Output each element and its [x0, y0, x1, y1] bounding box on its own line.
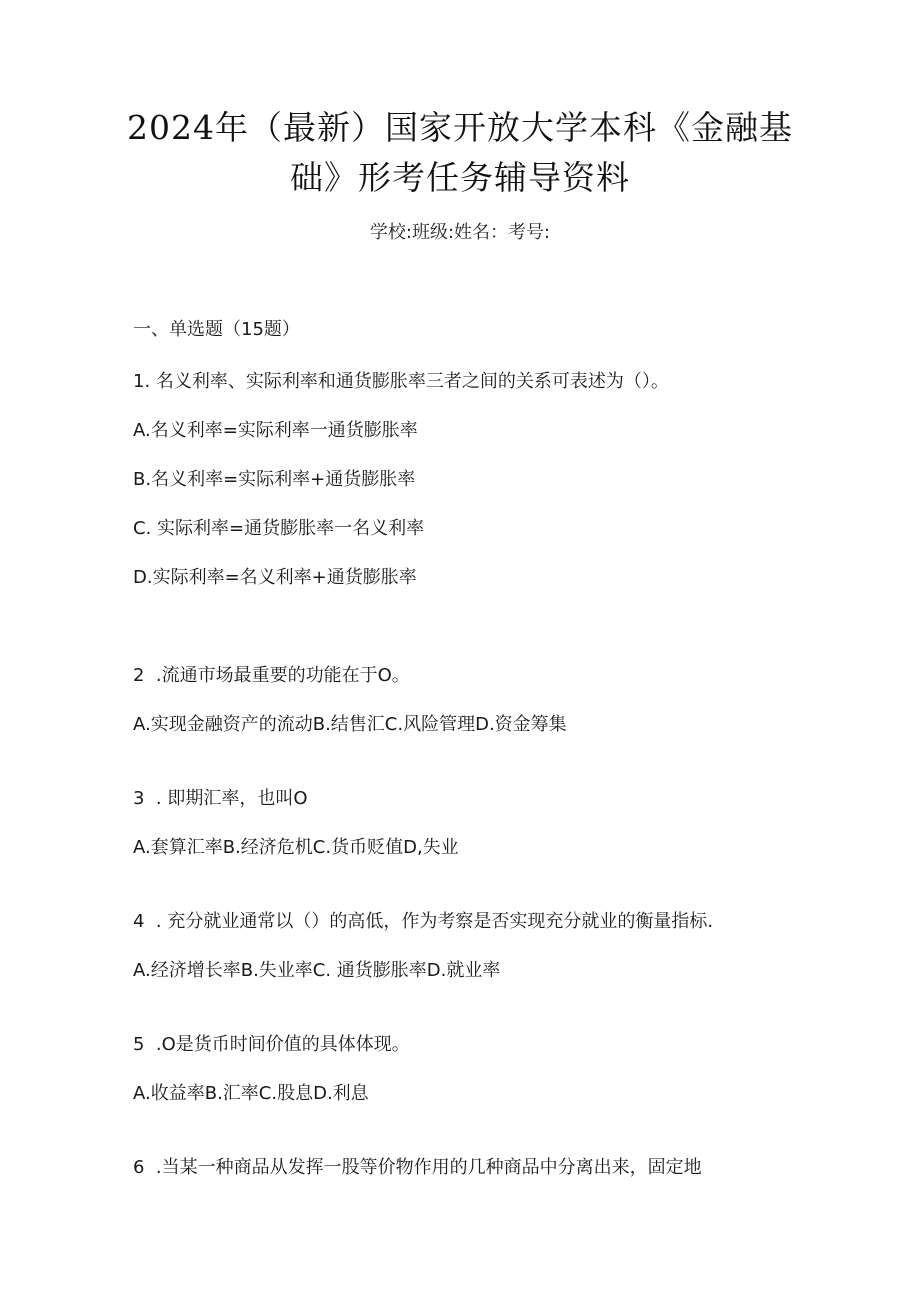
question-3-stem: 3 . 即期汇率，也叫O — [133, 788, 308, 809]
document-title-line-2: 础》形考任务辅导资料 — [290, 158, 630, 197]
question-2-stem: 2 .流通市场最重要的功能在于O。 — [133, 665, 410, 686]
question-1-option-b: B.名义利率=实际利率+通货膨胀率 — [133, 469, 416, 490]
question-1-option-c: C. 实际利率=通货膨胀率一名义利率 — [133, 518, 425, 539]
question-6-stem: 6 .当某一种商品从发挥一股等价物作用的几种商品中分离出来，固定地 — [133, 1157, 702, 1178]
question-1-stem: 1. 名义利率、实际利率和通货膨胀率三者之间的关系可表述为（）。 — [133, 371, 669, 392]
document-title-line-1: 2024年（最新）国家开放大学本科《金融基 — [127, 108, 793, 147]
question-1-option-d: D.实际利率=名义利率+通货膨胀率 — [133, 567, 417, 588]
question-4-options: A.经济增长率B.失业率C. 通货膨胀率D.就业率 — [133, 960, 501, 981]
student-info-line: 学校:班级:姓名：考号: — [369, 222, 551, 243]
question-1-option-a: A.名义利率=实际利率一通货膨胀率 — [133, 420, 418, 441]
question-3-options: A.套算汇率B.经济危机C.货币贬值D,失业 — [133, 837, 459, 858]
question-4-stem: 4 . 充分就业通常以（）的高低，作为考察是否实现充分就业的衡量指标. — [133, 911, 714, 932]
question-2-options: A.实现金融资产的流动B.结售汇C.风险管理D.资金筹集 — [133, 714, 567, 735]
section-heading: 一、单选题（15题） — [133, 319, 300, 340]
question-5-stem: 5 .O是货币时间价值的具体体现。 — [133, 1034, 410, 1055]
question-5-options: A.收益率B.汇率C.股息D.利息 — [133, 1083, 369, 1104]
